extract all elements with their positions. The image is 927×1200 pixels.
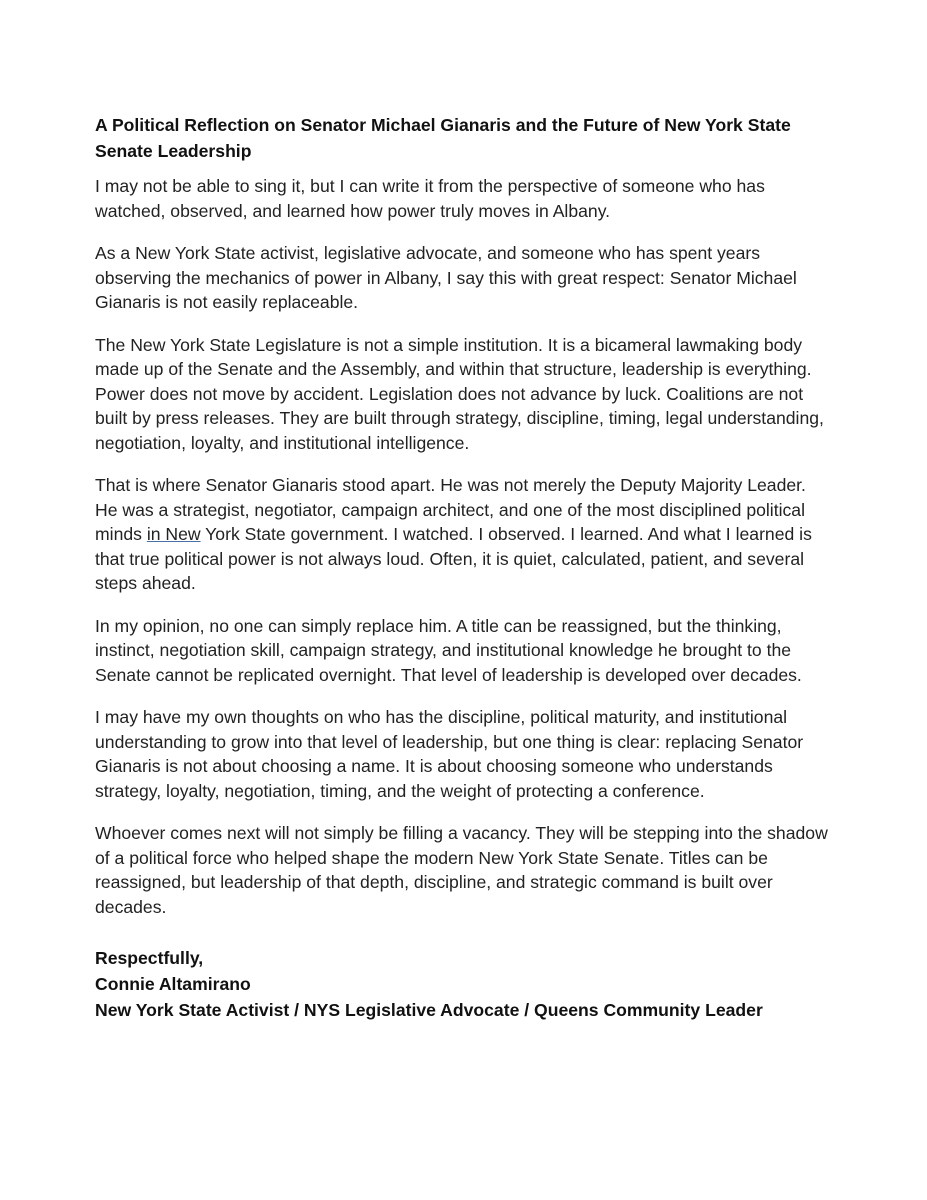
paragraph-5: In my opinion, no one can simply replace him. A title can be reassigned, but the thinking, instinct, negotiation skill, campaign strategy, and institutional knowledge he brought to the Senate cannot be replicated overnight. That level of leadership is developed over decades.	[95, 615, 802, 685]
closing-salutation: Respectfully,	[95, 948, 204, 968]
paragraph-4-underlined-text: in New	[146, 524, 201, 544]
paragraph-7: Whoever comes next will not simply be filling a vacancy. They will be stepping into the shadow of a political force who helped shape the modern New York State Senate. Titles can be reassigned, but leadership of that depth, discipline, and strategic command is built over decades.	[95, 823, 828, 917]
document-title: A Political Reflection on Senator Michael Gianaris and the Future of New York State Senate Leadership	[95, 115, 791, 161]
document-page	[95, 112, 830, 1023]
paragraph-2: As a New York State activist, legislative advocate, and someone who has spent years observing the mechanics of power in Albany, I say this with great respect: Senator Michael Gianaris is not easily replaceable.	[95, 243, 797, 312]
paragraph-1: I may not be able to sing it, but I can write it from the perspective of someone who has watched, observed, and learned how power truly moves in Albany.	[95, 176, 765, 221]
closing-block	[95, 945, 830, 1023]
paragraph-3: The New York State Legislature is not a simple institution. It is a bicameral lawmaking body made up of the Senate and the Assembly, and within that structure, leadership is everything. Power does not move by accident. Legislation does not advance by luck. Coalitions are not built by press releases. They are built through strategy, discipline, timing, legal understanding, negotiation, loyalty, and institutional intelligence.	[95, 334, 824, 453]
paragraph-4-text-after: York State government. I watched. I observed. I learned. And what I learned is that true political power is not always loud. Often, it is quiet, calculated, patient, and several steps ahead.	[95, 524, 812, 593]
signer-title: New York State Activist / NYS Legislative Advocate / Queens Community Leader	[95, 1000, 763, 1020]
paragraph-4	[95, 473, 830, 596]
signer-name: Connie Altamirano	[95, 974, 251, 994]
paragraph-4-text-before: That is where Senator Gianaris stood apart. He was not merely the Deputy Majority Leader. He was a strategist, negotiator, campaign architect, and one of the most disciplined political minds	[95, 475, 806, 544]
paragraph-6: I may have my own thoughts on who has the discipline, political maturity, and institutional understanding to grow into that level of leadership, but one thing is clear: replacing Senator Gianaris is not about choosing a name. It is about choosing someone who understands strategy, loyalty, negotiation, timing, and the weight of protecting a conference.	[95, 707, 804, 801]
